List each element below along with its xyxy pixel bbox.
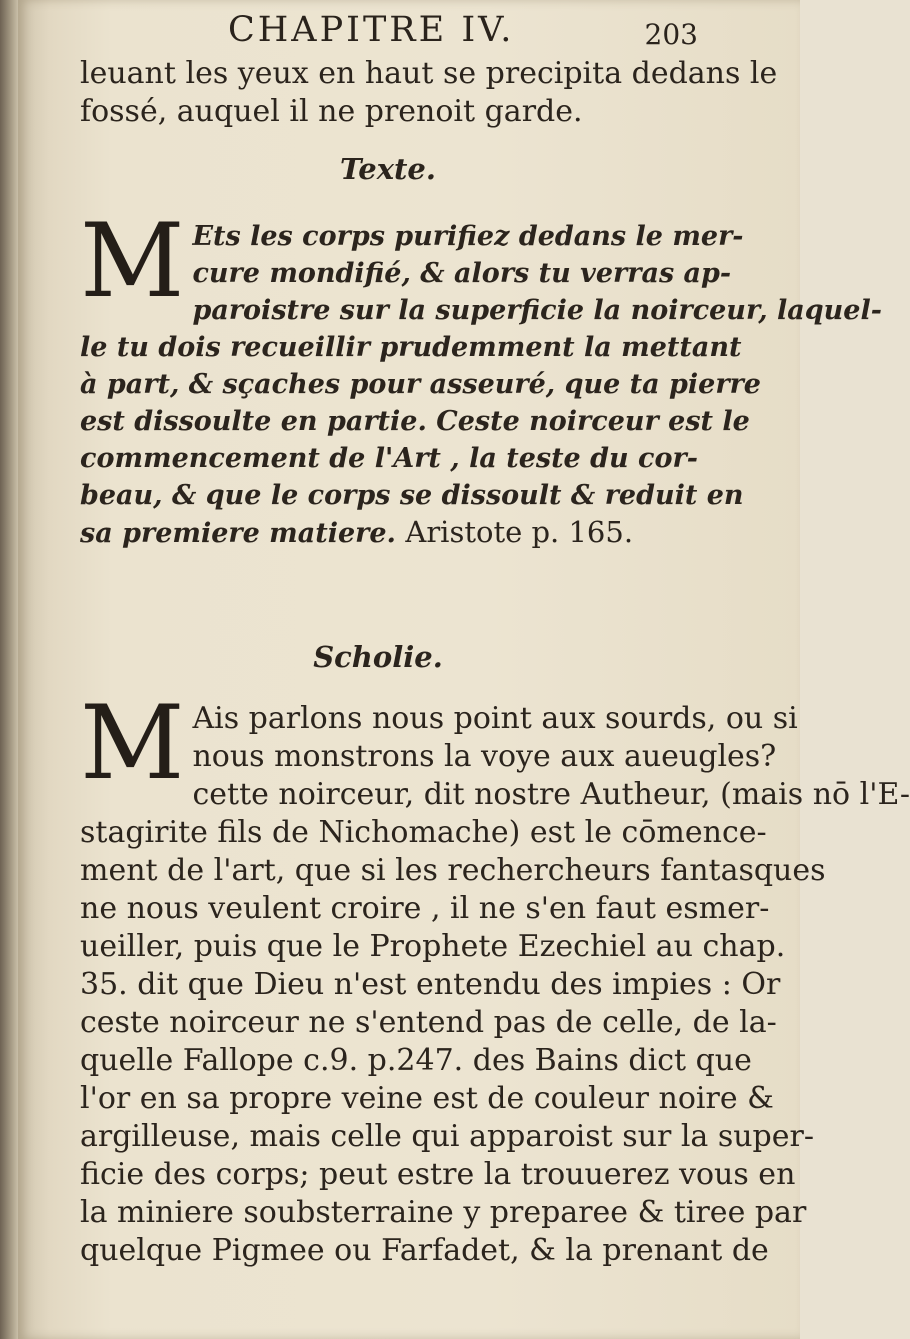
text-line: ne nous veulent croire , il ne s'en faut esmer- <box>80 891 770 926</box>
scholie-heading: Scholie. <box>313 640 443 674</box>
text-line: paroistre sur la superficie la noirceur, laquel- <box>192 295 882 326</box>
text-line: quelque Pigmee ou Farfadet, & la prenant de <box>80 1233 769 1268</box>
text-line-italic: sa premiere matiere. <box>80 518 396 549</box>
text-line: ceste noirceur ne s'entend pas de celle, de la- <box>80 1005 777 1040</box>
text-line: stagirite fils de Nichomache) est le cōmence- <box>80 815 767 850</box>
text-line: l'or en sa propre veine est de couleur noire & <box>80 1081 774 1116</box>
drop-cap: M <box>80 684 185 803</box>
text-line: à part, & sçaches pour asseuré, que ta pierre <box>80 369 761 400</box>
text-line: ficie des corps; peut estre la trouuerez vous en <box>80 1157 796 1192</box>
text-line: le tu dois recueillir prudemment la mettant <box>80 332 742 363</box>
drop-cap: M <box>80 202 185 321</box>
reference: Aristote p. 165. <box>405 515 634 549</box>
book-page <box>18 0 910 1339</box>
text-line: commencement de l'Art , la teste du cor- <box>80 443 698 474</box>
text-line: Ets les corps purifiez dedans le mer- <box>192 221 744 252</box>
text-line: la miniere soubsterraine y preparee & tiree par <box>80 1195 807 1230</box>
text-line: est dissoulte en partie. Ceste noirceur est le <box>80 406 750 437</box>
text-line: fossé, auquel il ne prenoit garde. <box>80 94 583 129</box>
text-line: Ais parlons nous point aux sourds, ou si <box>192 701 798 736</box>
texte-heading: Texte. <box>340 152 436 186</box>
text-line: cette noirceur, dit nostre Autheur, (mais nō l'E- <box>192 777 910 812</box>
text-line <box>80 514 700 552</box>
text-line: argilleuse, mais celle qui apparoist sur la super- <box>80 1119 814 1154</box>
text-line: quelle Fallope c.9. p.247. des Bains dict que <box>80 1043 752 1078</box>
page-number: 203 <box>644 18 698 51</box>
scholie-paragraph <box>80 684 910 1270</box>
text-line: ueiller, puis que le Prophete Ezechiel au chap. <box>80 929 786 964</box>
texte-paragraph <box>80 202 882 552</box>
running-head <box>78 10 698 56</box>
text-line: cure mondifié, & alors tu verras ap- <box>192 258 732 289</box>
text-line: beau, & que le corps se dissoult & reduit en <box>80 480 744 511</box>
text-line: nous monstrons la voye aux aueugles? <box>192 739 777 774</box>
text-line: ment de l'art, que si les rechercheurs fantasques <box>80 853 826 888</box>
text-line: 35. dit que Dieu n'est entendu des impies : Or <box>80 967 781 1002</box>
continuation-text <box>80 55 778 131</box>
book-spine-shadow <box>0 0 18 1339</box>
text-line: leuant les yeux en haut se precipita dedans le <box>80 56 778 91</box>
chapter-title: CHAPITRE IV. <box>228 10 515 50</box>
